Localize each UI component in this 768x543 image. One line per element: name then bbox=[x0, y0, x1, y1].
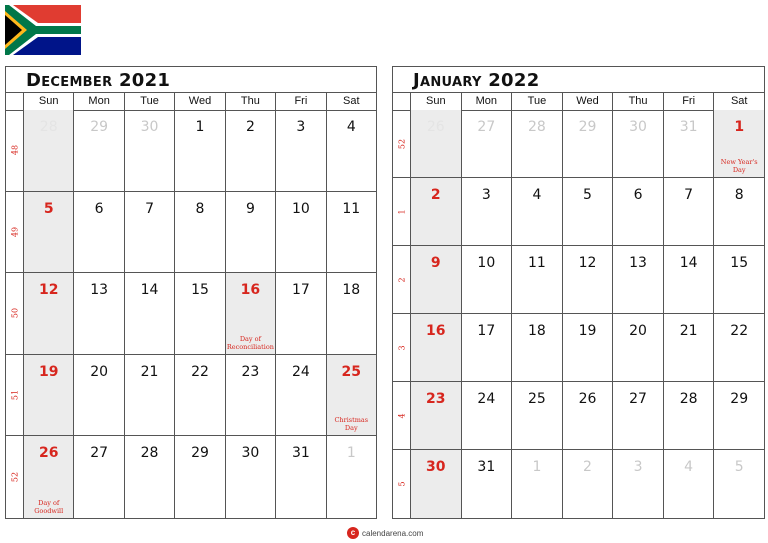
day-cell[interactable] bbox=[73, 436, 123, 518]
footer-logo-text: calendarena.com bbox=[362, 528, 424, 538]
weekday-label: Tue bbox=[511, 93, 562, 110]
day-cell[interactable] bbox=[713, 382, 764, 449]
day-cell[interactable] bbox=[326, 273, 376, 354]
day-cell[interactable] bbox=[225, 355, 275, 436]
day-number: 17 bbox=[477, 323, 496, 339]
day-number: 8 bbox=[195, 200, 205, 217]
day-number: 4 bbox=[684, 459, 694, 475]
day-number: 6 bbox=[94, 200, 104, 217]
week-number-label: 48 bbox=[10, 145, 19, 156]
day-number: 24 bbox=[477, 391, 496, 407]
week-row bbox=[393, 110, 764, 178]
day-number: 28 bbox=[39, 119, 58, 135]
week-number-label: 2 bbox=[397, 276, 406, 283]
day-number: 18 bbox=[342, 282, 361, 299]
day-number: 5 bbox=[583, 187, 592, 203]
day-number: 25 bbox=[341, 363, 362, 380]
day-cell[interactable] bbox=[73, 110, 123, 191]
day-cell[interactable] bbox=[663, 178, 714, 245]
day-number: 4 bbox=[346, 119, 356, 135]
day-cell[interactable] bbox=[663, 314, 714, 381]
day-cell[interactable] bbox=[326, 110, 376, 191]
day-cell[interactable] bbox=[461, 110, 512, 177]
week-row bbox=[393, 382, 764, 450]
day-cell[interactable] bbox=[275, 192, 325, 273]
day-number: 28 bbox=[679, 391, 698, 407]
week-number bbox=[6, 273, 23, 354]
day-number: 19 bbox=[38, 363, 59, 380]
day-cell[interactable] bbox=[713, 314, 764, 381]
day-cell[interactable] bbox=[275, 110, 325, 191]
day-number: 10 bbox=[477, 255, 496, 271]
week-number bbox=[6, 355, 23, 436]
day-cell[interactable] bbox=[225, 110, 275, 191]
week-number-label: 1 bbox=[397, 208, 406, 215]
day-number: 27 bbox=[477, 119, 496, 135]
day-cell[interactable] bbox=[511, 178, 562, 245]
day-cell[interactable] bbox=[124, 273, 174, 354]
day-number: 30 bbox=[426, 459, 446, 475]
day-number: 2 bbox=[245, 119, 255, 135]
day-number: 29 bbox=[90, 119, 109, 135]
day-number: 26 bbox=[426, 119, 445, 135]
day-cell[interactable] bbox=[562, 450, 613, 518]
south-africa-flag-icon bbox=[5, 5, 81, 55]
day-number: 28 bbox=[528, 119, 546, 135]
day-number: 3 bbox=[481, 187, 491, 203]
day-cell[interactable] bbox=[663, 246, 714, 313]
day-cell[interactable] bbox=[663, 450, 714, 518]
day-cell[interactable] bbox=[612, 314, 663, 381]
week-number bbox=[393, 314, 410, 381]
day-number: 23 bbox=[426, 391, 446, 407]
day-number: 15 bbox=[191, 282, 209, 299]
day-cell[interactable] bbox=[225, 192, 275, 273]
weekday-label: Sun bbox=[410, 93, 461, 110]
day-number: 20 bbox=[90, 363, 109, 380]
week-row bbox=[393, 450, 764, 518]
day-cell[interactable] bbox=[562, 110, 613, 177]
day-number: 22 bbox=[191, 363, 209, 380]
week-number-label: 3 bbox=[397, 344, 406, 351]
day-cell[interactable] bbox=[612, 450, 663, 518]
day-number: 26 bbox=[578, 391, 597, 407]
day-number: 2 bbox=[583, 459, 592, 475]
day-number: 24 bbox=[291, 363, 310, 380]
day-number: 26 bbox=[38, 445, 59, 462]
day-cell[interactable] bbox=[511, 382, 562, 449]
day-cell[interactable] bbox=[174, 110, 224, 191]
day-number: 3 bbox=[633, 459, 643, 475]
day-number: 9 bbox=[245, 200, 255, 217]
day-cell[interactable] bbox=[73, 192, 123, 273]
day-cell[interactable] bbox=[326, 355, 376, 436]
day-cell[interactable] bbox=[663, 110, 714, 177]
day-cell[interactable] bbox=[225, 436, 275, 518]
weekday-header-row bbox=[6, 93, 376, 111]
week-number bbox=[6, 436, 23, 518]
day-cell[interactable] bbox=[410, 382, 461, 449]
day-cell[interactable] bbox=[511, 110, 562, 177]
day-cell[interactable] bbox=[410, 110, 461, 177]
day-cell[interactable] bbox=[174, 192, 224, 273]
week-number bbox=[6, 192, 23, 273]
day-cell[interactable] bbox=[410, 314, 461, 381]
day-number: 30 bbox=[140, 119, 159, 135]
weekday-label: Sat bbox=[326, 93, 376, 110]
day-cell[interactable] bbox=[461, 246, 512, 313]
day-cell[interactable] bbox=[663, 382, 714, 449]
day-number: 31 bbox=[477, 459, 496, 475]
day-number: 1 bbox=[734, 119, 745, 135]
week-number bbox=[6, 110, 23, 191]
weekday-label: Thu bbox=[612, 93, 663, 110]
day-cell[interactable] bbox=[511, 246, 562, 313]
day-number: 16 bbox=[240, 282, 261, 299]
day-number: 30 bbox=[241, 445, 260, 462]
week-row bbox=[6, 436, 376, 518]
day-number: 25 bbox=[528, 391, 546, 407]
day-number: 29 bbox=[191, 445, 209, 462]
weekday-label: Mon bbox=[461, 93, 512, 110]
week-row bbox=[393, 246, 764, 314]
day-number: 14 bbox=[140, 282, 159, 299]
day-number: 7 bbox=[145, 200, 155, 217]
day-number: 1 bbox=[532, 459, 542, 475]
weekday-header-row bbox=[393, 93, 764, 111]
day-cell[interactable] bbox=[410, 178, 461, 245]
day-cell[interactable] bbox=[174, 436, 224, 518]
day-number: 27 bbox=[629, 391, 647, 407]
day-number: 27 bbox=[90, 445, 109, 462]
day-number: 1 bbox=[346, 445, 356, 462]
calendarena-logo-icon: c bbox=[347, 527, 359, 539]
day-number: 22 bbox=[730, 323, 749, 339]
day-cell[interactable] bbox=[275, 355, 325, 436]
day-cell[interactable] bbox=[23, 355, 73, 436]
day-cell[interactable] bbox=[612, 382, 663, 449]
day-number: 5 bbox=[734, 459, 744, 475]
day-number: 6 bbox=[633, 187, 643, 203]
day-cell[interactable] bbox=[562, 246, 613, 313]
day-cell[interactable] bbox=[713, 246, 764, 313]
day-number: 20 bbox=[629, 323, 647, 339]
week-number bbox=[393, 246, 410, 313]
day-number: 13 bbox=[90, 282, 109, 299]
day-cell[interactable] bbox=[326, 192, 376, 273]
day-number: 23 bbox=[241, 363, 260, 380]
day-number: 29 bbox=[578, 119, 597, 135]
weekday-label: Tue bbox=[124, 93, 174, 110]
week-number bbox=[393, 110, 410, 177]
day-cell[interactable] bbox=[511, 314, 562, 381]
month-title: December 2021 bbox=[6, 67, 376, 93]
holiday-label: New Year's Day bbox=[720, 158, 758, 174]
day-number: 8 bbox=[734, 187, 744, 203]
day-number: 11 bbox=[528, 255, 546, 271]
weekday-label: Mon bbox=[73, 93, 123, 110]
week-number bbox=[393, 178, 410, 245]
day-cell[interactable] bbox=[275, 436, 325, 518]
day-number: 17 bbox=[291, 282, 310, 299]
day-cell[interactable] bbox=[562, 314, 613, 381]
week-number-label: 5 bbox=[397, 481, 406, 487]
day-number: 21 bbox=[140, 363, 159, 380]
day-cell[interactable] bbox=[612, 246, 663, 313]
week-number-label: 52 bbox=[397, 138, 406, 149]
day-cell[interactable] bbox=[562, 382, 613, 449]
weekday-label: Thu bbox=[225, 93, 275, 110]
holiday-label: Day of Reconciliation bbox=[226, 334, 274, 351]
day-cell[interactable] bbox=[124, 436, 174, 518]
weekday-label: Wed bbox=[562, 93, 613, 110]
day-cell[interactable] bbox=[124, 110, 174, 191]
day-cell[interactable] bbox=[73, 273, 123, 354]
week-row bbox=[393, 178, 764, 246]
day-cell[interactable] bbox=[174, 273, 224, 354]
day-number: 12 bbox=[578, 255, 597, 271]
holiday-label: Christmas Day bbox=[334, 416, 369, 433]
day-number: 18 bbox=[528, 323, 546, 339]
day-cell[interactable] bbox=[124, 355, 174, 436]
day-cell[interactable] bbox=[23, 436, 73, 518]
day-number: 7 bbox=[684, 187, 694, 203]
weekday-label: Sun bbox=[23, 93, 73, 110]
day-number: 13 bbox=[629, 255, 647, 271]
day-number: 9 bbox=[430, 255, 441, 271]
day-number: 14 bbox=[679, 255, 698, 271]
week-row bbox=[6, 273, 376, 355]
day-cell[interactable] bbox=[73, 355, 123, 436]
week-number-label: 52 bbox=[10, 472, 19, 483]
day-number: 31 bbox=[291, 445, 310, 462]
week-number bbox=[393, 450, 410, 518]
holiday-label: Day of Goodwill bbox=[34, 498, 64, 515]
day-number: 15 bbox=[730, 255, 749, 271]
week-row bbox=[6, 192, 376, 274]
month-title: January 2022 bbox=[393, 67, 764, 93]
day-cell[interactable] bbox=[461, 314, 512, 381]
footer-logo[interactable] bbox=[347, 526, 423, 540]
day-number: 3 bbox=[296, 119, 306, 135]
weekday-label: Wed bbox=[174, 93, 224, 110]
day-cell[interactable] bbox=[511, 450, 562, 518]
weekday-label: Fri bbox=[275, 93, 325, 110]
day-cell[interactable] bbox=[124, 192, 174, 273]
day-cell[interactable] bbox=[410, 246, 461, 313]
day-number: 29 bbox=[730, 391, 749, 407]
week-number-label: 51 bbox=[10, 390, 19, 401]
week-row bbox=[6, 110, 376, 192]
weekday-label: Sat bbox=[713, 93, 764, 110]
day-number: 28 bbox=[140, 445, 159, 462]
day-cell[interactable] bbox=[23, 110, 73, 191]
day-number: 11 bbox=[342, 200, 361, 217]
day-cell[interactable] bbox=[612, 178, 663, 245]
month-calendar-december bbox=[5, 66, 377, 519]
day-cell[interactable] bbox=[461, 382, 512, 449]
weekday-label: Fri bbox=[663, 93, 714, 110]
week-row bbox=[6, 355, 376, 437]
day-number: 1 bbox=[195, 119, 205, 135]
day-number: 5 bbox=[43, 200, 54, 217]
day-cell[interactable] bbox=[461, 450, 512, 518]
month-calendar-january bbox=[392, 66, 765, 519]
day-number: 2 bbox=[430, 187, 441, 203]
day-cell[interactable] bbox=[23, 192, 73, 273]
week-number-label: 49 bbox=[10, 226, 19, 237]
day-cell[interactable] bbox=[326, 436, 376, 518]
day-cell[interactable] bbox=[23, 273, 73, 354]
day-cell[interactable] bbox=[174, 355, 224, 436]
day-number: 21 bbox=[679, 323, 698, 339]
day-number: 12 bbox=[38, 282, 59, 299]
day-cell[interactable] bbox=[713, 450, 764, 518]
week-number bbox=[393, 382, 410, 449]
day-number: 16 bbox=[426, 323, 446, 339]
day-cell[interactable] bbox=[275, 273, 325, 354]
day-number: 4 bbox=[532, 187, 542, 203]
day-number: 30 bbox=[629, 119, 647, 135]
day-number: 10 bbox=[291, 200, 310, 217]
week-number-label: 50 bbox=[10, 308, 19, 319]
day-number: 19 bbox=[578, 323, 597, 339]
day-cell[interactable] bbox=[562, 178, 613, 245]
day-cell[interactable] bbox=[713, 110, 764, 177]
week-row bbox=[393, 314, 764, 382]
week-number-label: 4 bbox=[397, 412, 406, 419]
day-cell[interactable] bbox=[410, 450, 461, 518]
day-number: 31 bbox=[679, 119, 698, 135]
day-cell[interactable] bbox=[612, 110, 663, 177]
day-cell[interactable] bbox=[225, 273, 275, 354]
day-cell[interactable] bbox=[713, 178, 764, 245]
day-cell[interactable] bbox=[461, 178, 512, 245]
